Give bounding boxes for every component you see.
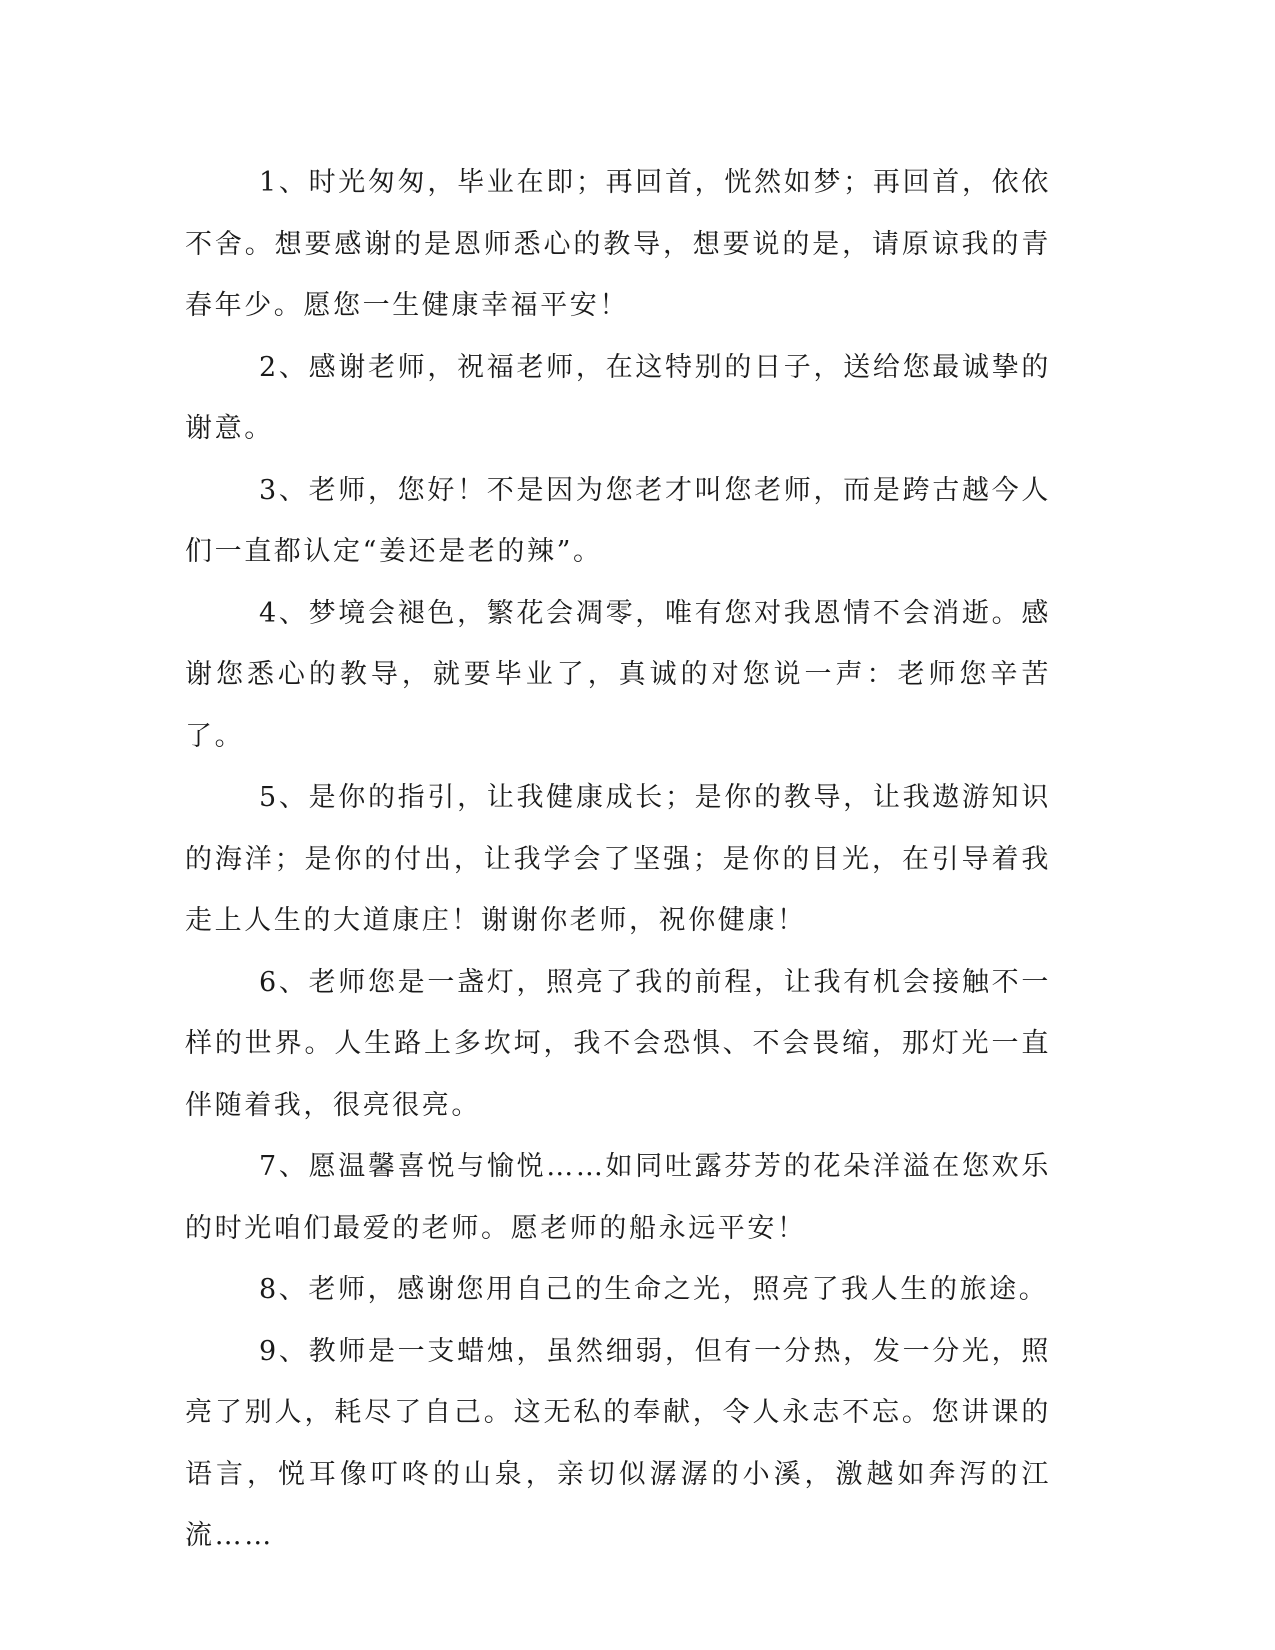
document-body [185, 152, 1051, 1567]
paragraph-2: 2、感谢老师，祝福老师，在这特别的日子，送给您最诚挚的谢意。 [185, 351, 1051, 444]
paragraph-4: 4、梦境会褪色，繁花会凋零，唯有您对我恩情不会消逝。感谢您悉心的教导，就要毕业了，真诚的对您说一声：老师您辛苦了。 [185, 597, 1051, 752]
paragraph-5: 5、是你的指引，让我健康成长；是你的教导，让我遨游知识的海洋；是你的付出，让我学会了坚强；是你的目光，在引导着我走上人生的大道康庄！谢谢你老师，祝你健康！ [185, 782, 1051, 936]
paragraph-3: 3、老师，您好！不是因为您老才叫您老师，而是跨古越今人们一直都认定“姜还是老的辣”。 [185, 474, 1051, 567]
paragraph-9: 9、教师是一支蜡烛，虽然细弱，但有一分热，发一分光，照亮了别人，耗尽了自己。这无私的奉献，令人永志不忘。您讲课的语言，悦耳像叮咚的山泉，亲切似潺潺的小溪，激越如奔泻的江流…… [185, 1335, 1051, 1551]
paragraph-6: 6、老师您是一盏灯，照亮了我的前程，让我有机会接触不一样的世界。人生路上多坎坷，我不会恐惧、不会畏缩，那灯光一直伴随着我，很亮很亮。 [185, 966, 1051, 1121]
paragraph-7: 7、愿温馨喜悦与愉悦……如同吐露芬芳的花朵洋溢在您欢乐的时光咱们最爱的老师。愿老师的船永远平安！ [185, 1151, 1051, 1244]
paragraph-8: 8、老师，感谢您用自己的生命之光，照亮了我人生的旅途。 [259, 1274, 1049, 1305]
paragraph-1: 1、时光匆匆，毕业在即；再回首，恍然如梦；再回首，依依不舍。想要感谢的是恩师悉心的教导，想要说的是，请原谅我的青春年少。愿您一生健康幸福平安！ [185, 167, 1051, 321]
